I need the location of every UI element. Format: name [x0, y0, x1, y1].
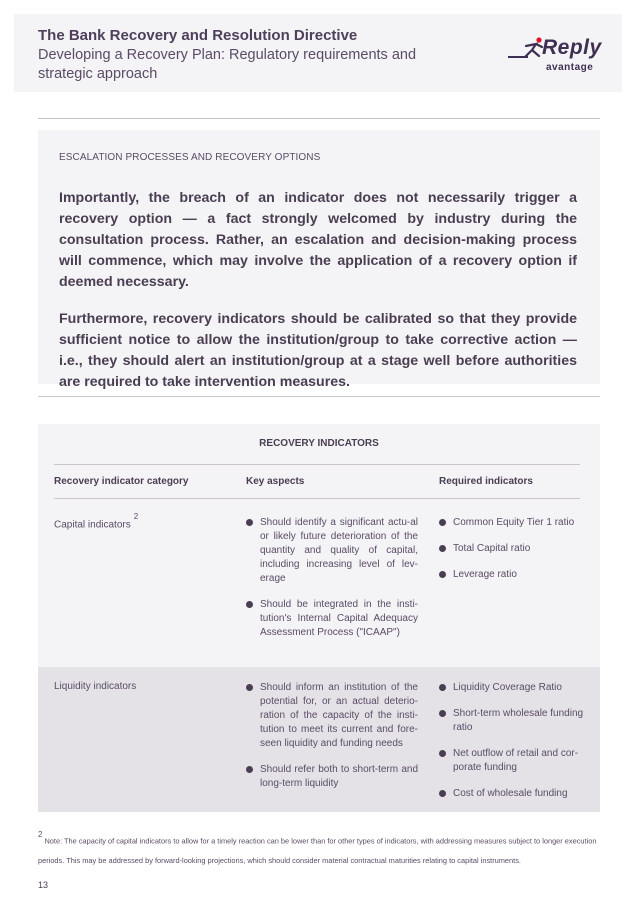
footnote-marker: 2 — [133, 512, 139, 521]
table-rule — [54, 498, 580, 499]
panel-paragraph: Furthermore, recovery indicators should be calibrated so that they provide sufficient notice to allow the institution/group to take corrective action — i.e., they should alert an institution/group at a stage well before authorities are required to take intervention measures. — [59, 311, 577, 390]
logo-wordmark: Reply — [542, 36, 602, 59]
category-label: Liquidity indicators — [54, 681, 137, 692]
footnote-marker: 2 — [38, 830, 43, 839]
list-item: Short-term wholesale funding ratio — [439, 707, 591, 735]
running-figure-icon — [506, 36, 546, 62]
list-item: Common Equity Tier 1 ratio — [439, 516, 591, 530]
list-item: Should inform an institution of the potential for, or an actual deterio-ration of the capacity of the insti-tution to meet its current and fore-seen liquidity and funding needs — [246, 681, 418, 751]
page-header — [14, 14, 622, 92]
list-item: Should refer both to short-term and long-term liquidity — [246, 763, 418, 791]
page-number: 13 — [38, 880, 49, 890]
column-header: Key aspects — [246, 476, 305, 487]
list-item: Liquidity Coverage Ratio — [439, 681, 591, 695]
document-title: The Bank Recovery and Resolution Directive — [38, 27, 358, 44]
document-subtitle: Developing a Recovery Plan: Regulatory requirements and strategic approach — [38, 47, 417, 82]
column-header: Required indicators — [439, 476, 533, 487]
category-label: Capital indicators — [54, 519, 131, 531]
panel-paragraph: Importantly, the breach of an indicator does not necessarily trigger a recovery option — a fact strongly welcomed by industry during the consultation process. Rather, an escalation and decision-making process will commence, which may involve the application of a recovery option if deemed necessary. — [59, 190, 577, 290]
aspects-list — [246, 681, 418, 803]
table-row-category — [54, 681, 136, 692]
divider — [38, 396, 600, 397]
recovery-indicators-table — [38, 424, 600, 812]
indicators-list — [439, 681, 591, 813]
list-item: Should be integrated in the insti-tution's Internal Capital Adequacy Assessment Process ("ICAAP") — [246, 598, 418, 640]
logo-subtext: avantage — [546, 62, 594, 73]
list-item: Should identify a significant actu-al or likely future deterioration of the quantity and quality of capital, including increasing level of lev-erage — [246, 516, 418, 586]
footnote — [38, 828, 608, 871]
panel-body — [59, 188, 577, 409]
escalation-panel — [38, 130, 600, 390]
column-header: Recovery indicator category — [54, 476, 189, 487]
list-item: Cost of wholesale funding — [439, 787, 591, 801]
panel-heading: ESCALATION PROCESSES AND RECOVERY OPTIONS — [59, 152, 321, 163]
list-item: Total Capital ratio — [439, 542, 591, 556]
indicators-list — [439, 516, 591, 594]
footnote-text: Note: The capacity of capital indicators to allow for a timely reaction can be lower than for other types of indicators, with addressing measures subject to longer execution periods. This may be addressed by forward-looking projections, which should consider material contractual maturities relating to capital instruments. — [38, 836, 597, 866]
list-item: Leverage ratio — [439, 568, 591, 582]
reply-logo — [506, 36, 616, 80]
aspects-list — [246, 516, 418, 652]
table-title: RECOVERY INDICATORS — [259, 438, 379, 449]
divider — [38, 118, 600, 119]
list-item: Net outflow of retail and cor-porate funding — [439, 747, 591, 775]
table-rule — [54, 464, 580, 465]
table-row-category — [54, 512, 139, 531]
